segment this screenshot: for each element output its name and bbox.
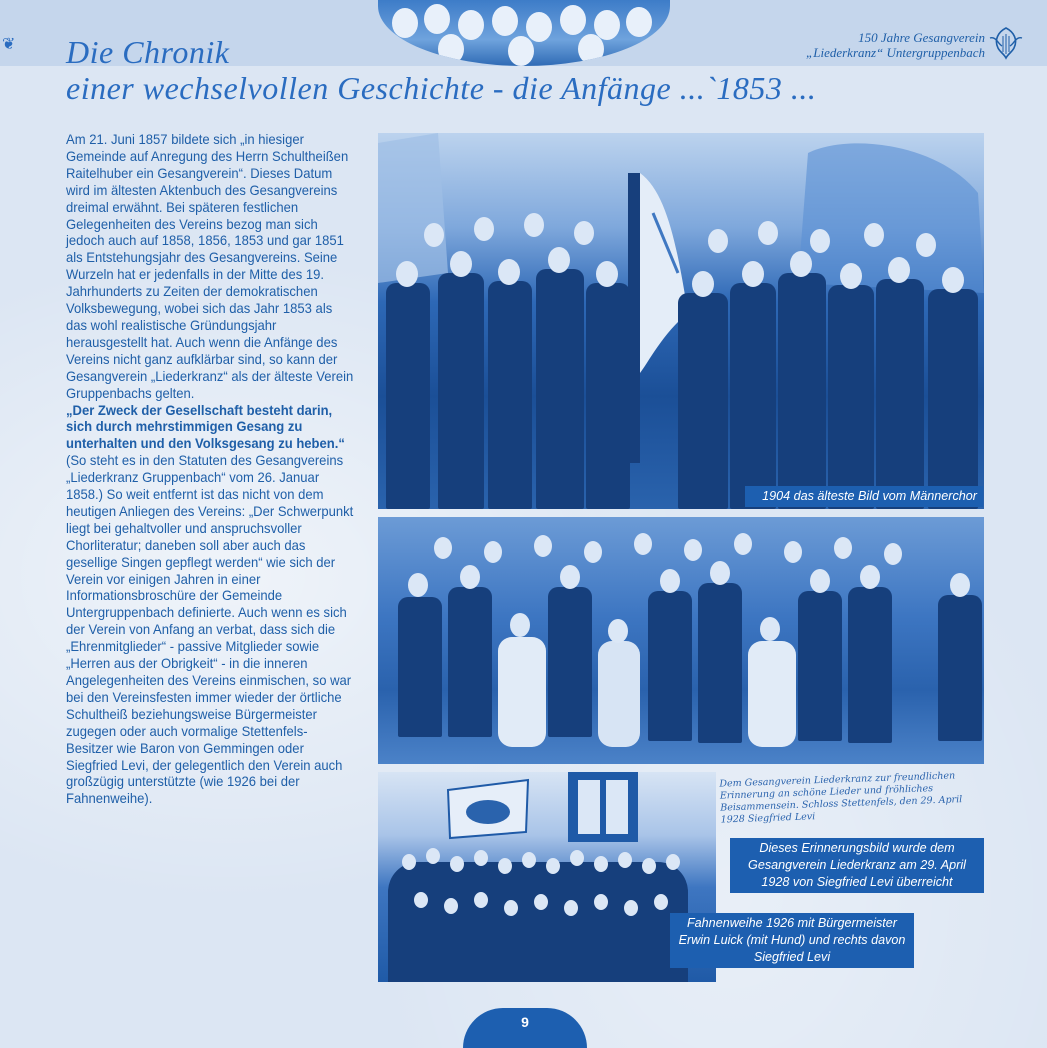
chronicle-text (66, 132, 354, 808)
lyre-icon (986, 24, 1026, 64)
paragraph-2: (So steht es in den Statuten des Gesangvereins „Liederkranz Gruppenbach“ vom 26. Januar 1858.) So weit entfernt ist das nicht von dem heutigen Anliegen des Vereins: „Der Schwerpunkt liegt bei gehaltvoller und anspruchsvoller Chorliteratur; daneben soll aber auch das gesellige Singen gepflegt werden“ wie sich der Verein vor einigen Jahren in einer Informationsbroschüre der Gemeinde Untergruppenbach definierte. Auch wenn es sich der Verein von Anfang an verbat, dass sich die „Ehrenmitglieder“ - passive Mitglieder sowie „Herren aus der Obrigkeit“ - in die inneren Angelegenheiten des Vereins einmischen, so war bei den Vereinsfesten immer wieder der örtliche Schultheiß beziehungsweise Bürgermeister zugegen oder auch vormalige Stettenfels-Besitzer wie Baron von Gemmingen oder Siegfried Levi, der gelegentlich den Verein auch großzügig unterstützte (wie 1926 bei der Fahnenweihe). (66, 453, 354, 807)
photo-choir-group-1928 (378, 517, 984, 764)
photo-mens-choir-1904 (378, 133, 984, 509)
paragraph-1: Am 21. Juni 1857 bildete sich „in hiesiger Gemeinde auf Anregung des Herrn Schultheißen Raitelhuber ein Gesangverein“. Dieses Datum wird im ältesten Aktenbuch des Gesangvereins dreimal erwähnt. Bei späteren festlichen Gelegenheiten des Vereins bezog man sich jedoch auch auf 1858, 1856, 1853 und gar 1851 als Entstehungsjahr des Gesangvereins. Seine Wurzeln hat er jedenfalls in der Mitte des 19. Jahrhunderts zu Zeiten der demokratischen Volksbewegung, wobei sich das Jahr 1853 als das wohl realistische Gründungsjahr herausgestellt hat. Auch wenn die Anfänge des Vereins nicht ganz aufklärbar sind, so kann der Gesangverein „Liederkranz“ als der älteste Verein Gruppenbachs gelten. (66, 132, 354, 401)
page-number: 9 (463, 1008, 587, 1048)
handwritten-dedication: Dem Gesangverein Liederkranz zur freundlichen Erinnerung an schöne Lieder und fröhliches Beisammensein. Schloss Stettenfels, den 29. April 1928 Siegfried Levi (719, 770, 963, 826)
caption-mens-choir-1904: 1904 das älteste Bild vom Männerchor (745, 486, 983, 507)
club-name-line2: „Liederkranz“ Untergruppenbach (806, 45, 985, 60)
caption-remembrance-photo: Dieses Erinnerungsbild wurde dem Gesangverein Liederkranz am 29. April 1928 von Siegfried Levi überreicht (730, 838, 984, 893)
page-title: Die Chronik (66, 34, 230, 70)
statute-quote: „Der Zweck der Gesellschaft besteht darin, sich durch mehrstimmigen Gesang zu unterhalten und den Volksgesang zu heben.“ (66, 402, 345, 452)
caption-flag-consecration: Fahnenweihe 1926 mit Bürgermeister Erwin Luick (mit Hund) und rechts davon Siegfried Levi (670, 913, 914, 968)
photo-flag-consecration-1926 (378, 772, 716, 982)
club-name-line1: 150 Jahre Gesangverein (858, 30, 985, 45)
fleur-icon: ❦ (2, 36, 16, 53)
page-subtitle: einer wechselvollen Geschichte - die Anfänge ...`1853 ... (66, 70, 817, 106)
